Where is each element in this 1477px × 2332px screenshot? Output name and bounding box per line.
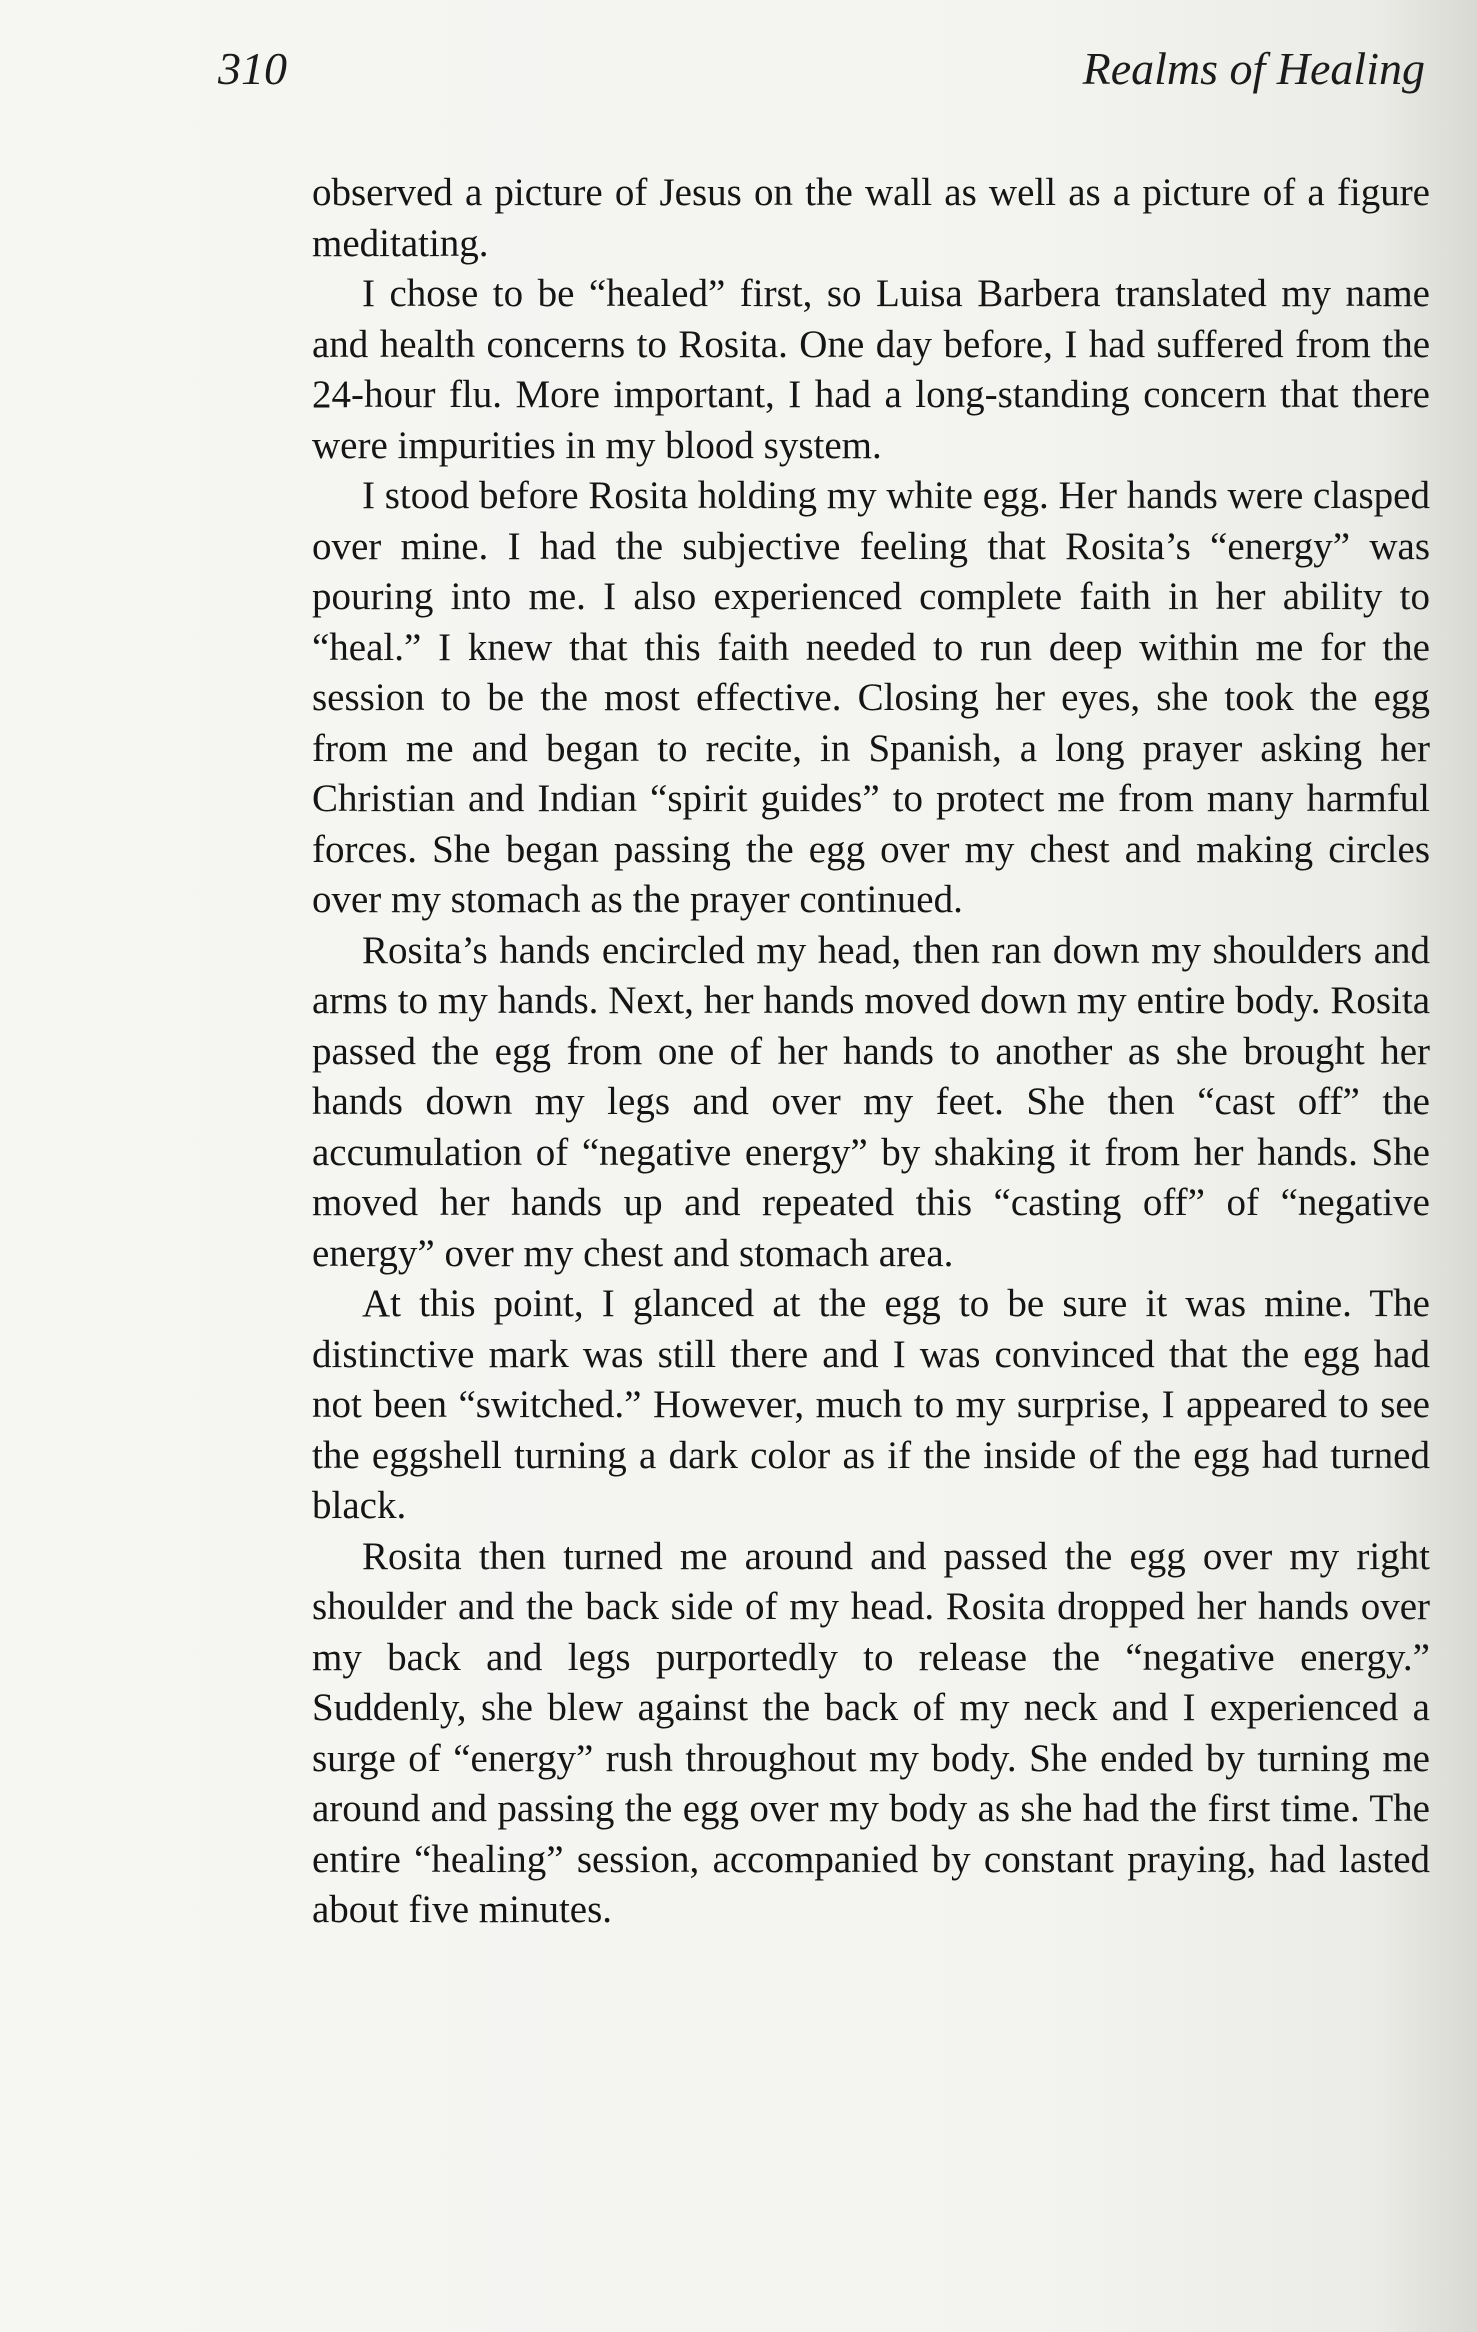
paragraph-3: I stood before Rosita holding my white egg. Her hands were clasped over mine. I had the subjective feeling that Rosita’s “energy” was pouring into me. I also experienced complete faith in her ability to “heal.” I knew that this faith needed to run deep within me for the session to be the most effective. Closing her eyes, she took the egg from me and began to recite, in Spanish, a long prayer asking her Christian and Indian “spirit guides” to protect me from many harmful forces. She began passing the egg over my chest and making circles over my stomach as the prayer continued. — [312, 474, 1430, 921]
paragraph-5: At this point, I glanced at the egg to be sure it was mine. The distinctive mark was still there and I was convinced that the egg had not been “switched.” However, much to my surprise, I appeared to see the eggshell turning a dark color as if the inside of the egg had turned black. — [312, 1282, 1430, 1527]
running-head — [218, 42, 1425, 112]
paragraph-1: observed a picture of Jesus on the wall as well as a picture of a figure meditating. — [312, 171, 1430, 265]
paragraph-4: Rosita’s hands encircled my head, then ran down my shoulders and arms to my hands. Next, her hands moved down my entire body. Rosita passed the egg from one of her hands to another as she brought her hands down my legs and over my feet. She then “cast off” the accumulation of “negative energy” by shaking it from her hands. She moved her hands up and repeated this “casting off” of “negative energy” over my chest and stomach area. — [312, 928, 1430, 1275]
paragraph-2: I chose to be “healed” first, so Luisa Barbera translated my name and health concerns to Rosita. One day before, I had suffered from the 24-hour flu. More important, I had a long-standing concern that there were impurities in my blood system. — [312, 272, 1430, 467]
page-number: 310 — [218, 43, 287, 94]
body-text — [312, 168, 1430, 1936]
running-title: Realms of Healing — [1082, 43, 1425, 94]
paragraph-6: Rosita then turned me around and passed the egg over my right shoulder and the back side of my head. Rosita dropped her hands over my back and legs purportedly to release the “negative energy.” Suddenly, she blew against the back of my neck and I experienced a surge of “energy” rush throughout my body. She ended by turning me around and passing the egg over my body as she had the first time. The entire “healing” session, accompanied by constant praying, had lasted about five minutes. — [312, 1534, 1430, 1931]
